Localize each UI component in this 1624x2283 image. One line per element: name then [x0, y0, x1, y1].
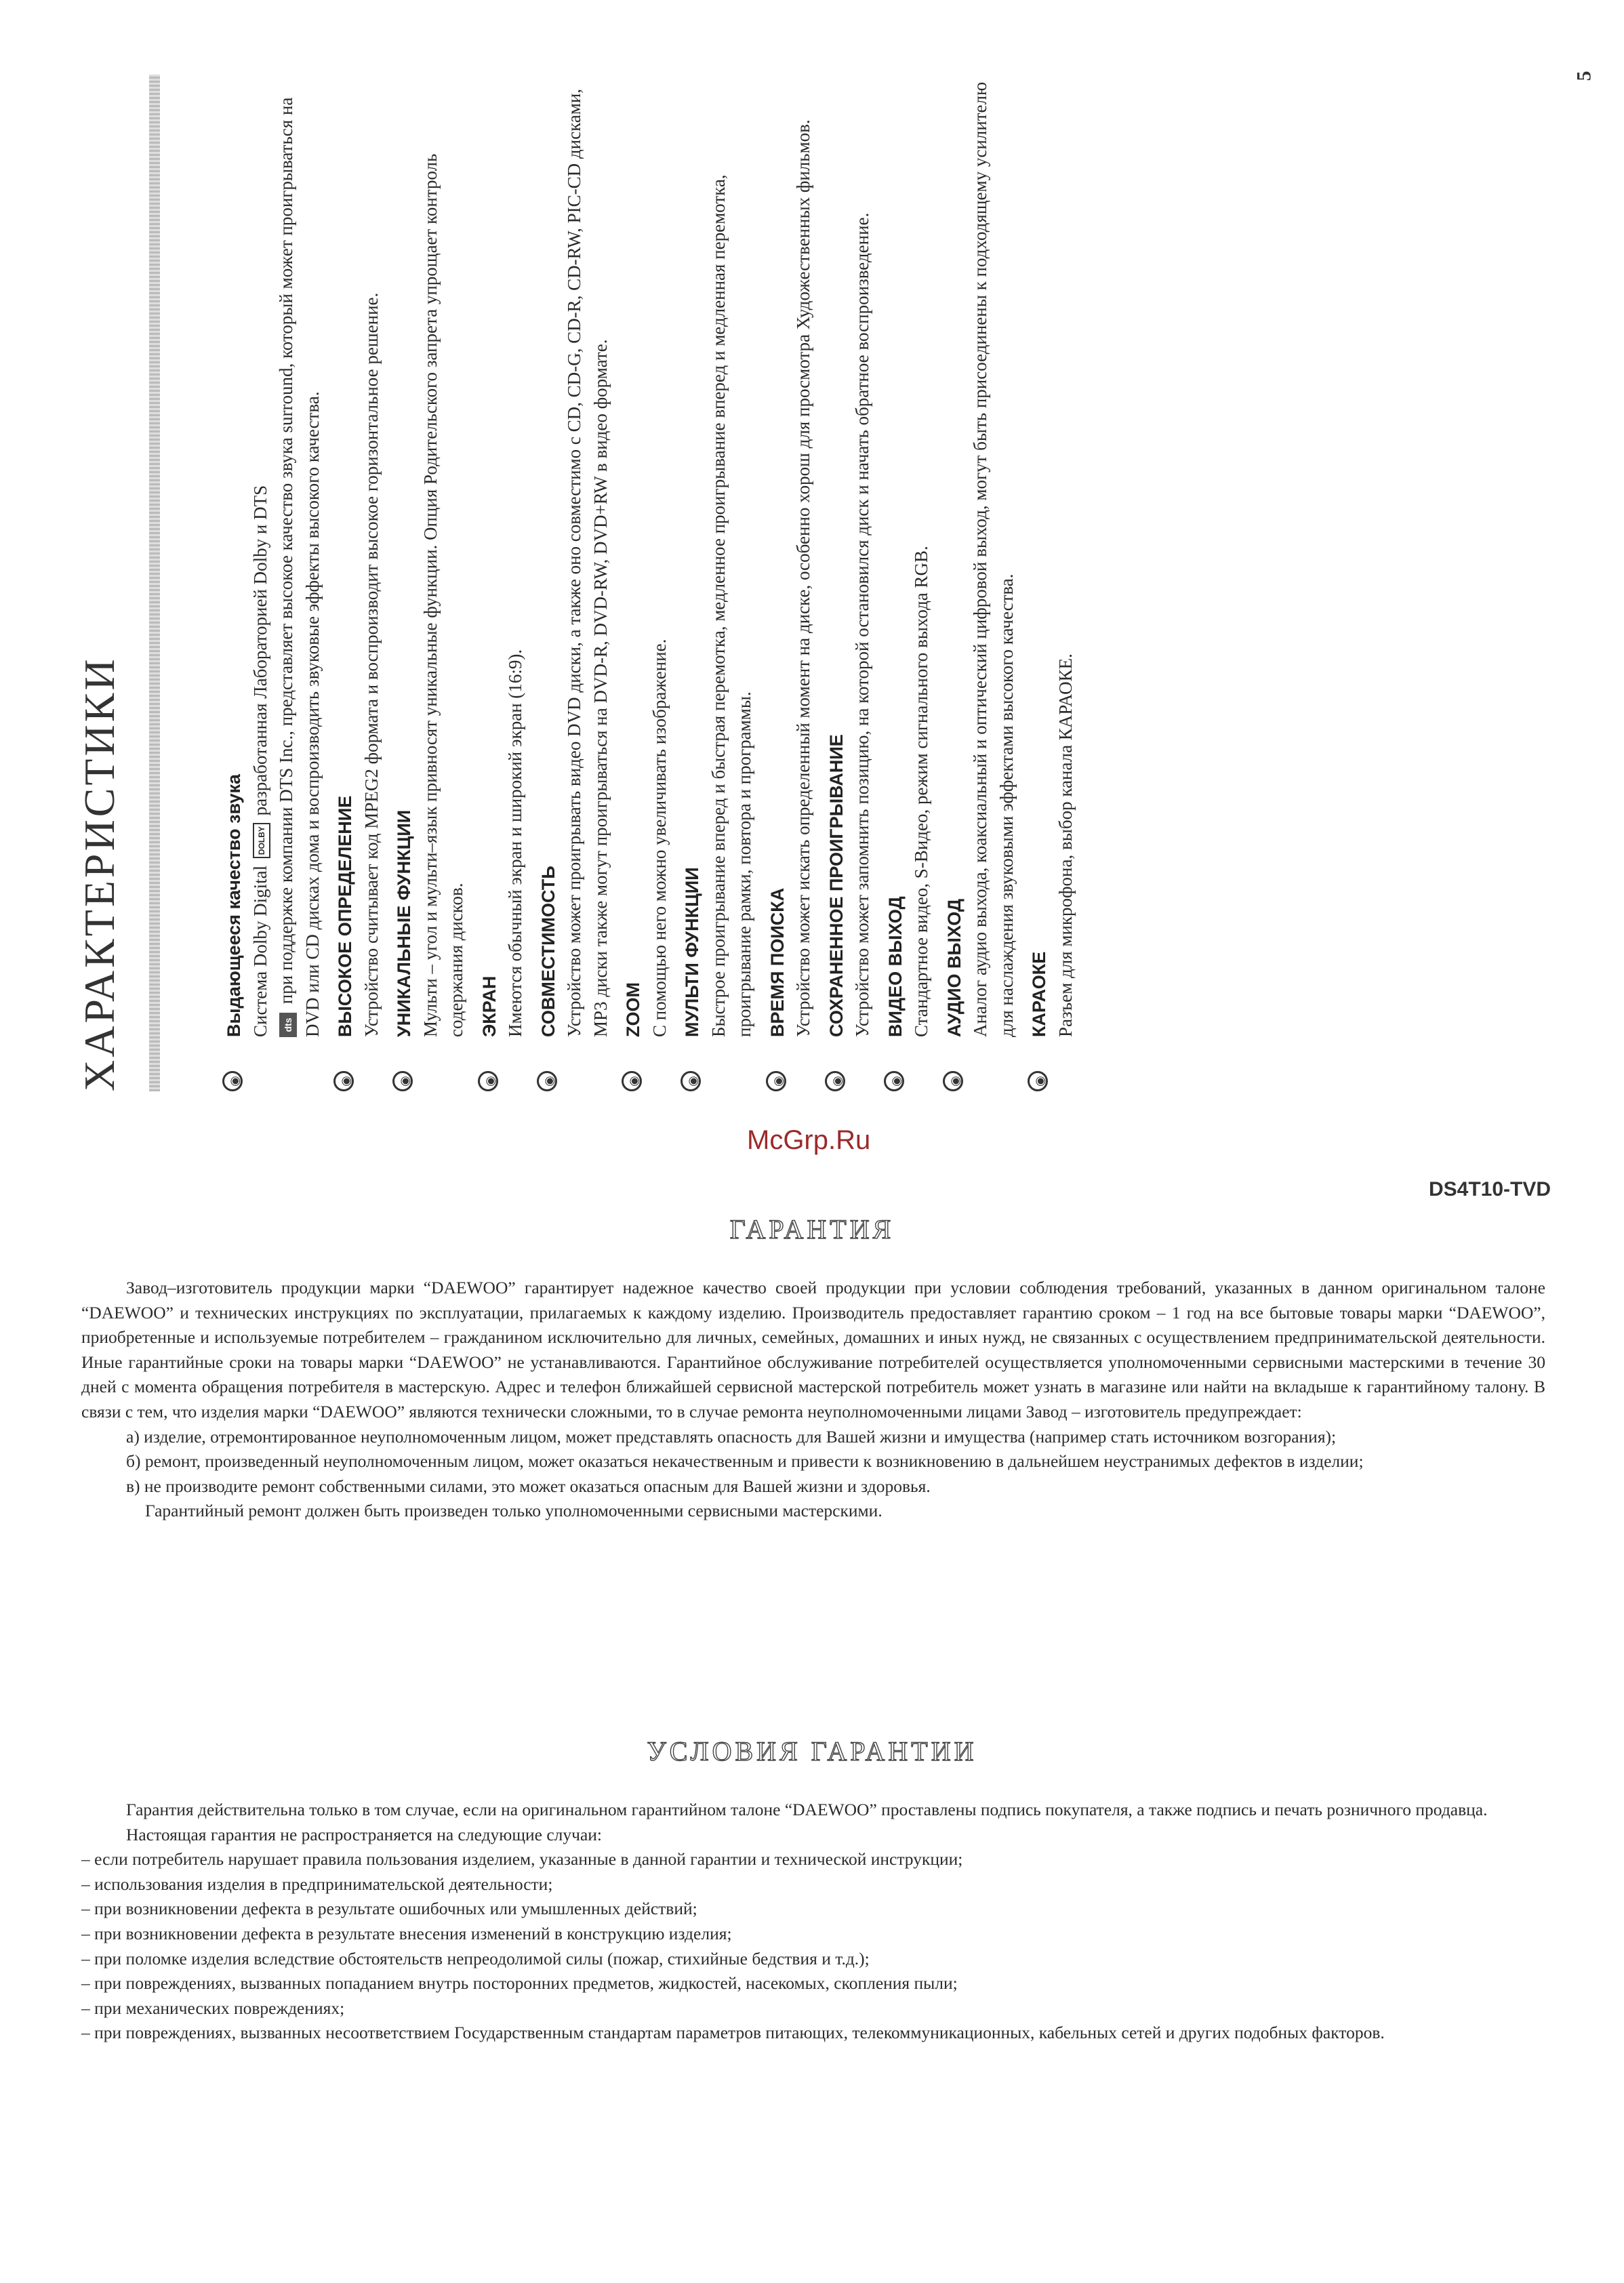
warranty-item-a: а) изделие, отремонтированное неуполномоченным лицом, может представлять опасность для Вашей жизни и имущества (например стать источником возгорания);	[126, 1426, 1337, 1447]
disc-icon: ◉	[478, 1071, 498, 1091]
dolby-digital-logo: DOLBY	[253, 823, 270, 858]
feature-text: Имеются обычный экран и широкий экран (16:9).	[505, 649, 525, 1037]
list-item: – при возникновении дефекта в результате внесения изменений в конструкцию изделия;	[81, 1923, 732, 1943]
disc-icon: ◉	[681, 1071, 701, 1091]
list-item: – использования изделия в предпринимательской деятельности;	[81, 1874, 553, 1894]
warranty-body	[81, 1276, 1545, 1524]
list-item: – при повреждениях, вызванных попаданием внутрь посторонних предметов, жидкостей, насекомых, скопления пыли;	[81, 1973, 958, 1994]
conditions-title: УСЛОВИЯ ГАРАНТИИ	[647, 1736, 977, 1766]
feature-text: Устройство может запомнить позицию, на которой остановился диск и начать обратное воспроизведение.	[852, 212, 872, 1037]
disc-icon: ◉	[766, 1071, 786, 1091]
feature-item-video-out	[882, 75, 935, 1091]
conditions-lead: Настоящая гарантия не распространяется на следующие случаи:	[126, 1824, 602, 1844]
feature-item-hd	[332, 75, 384, 1091]
list-item: – при повреждениях, вызванных несоответствием Государственным стандартам параметров питающих, телекоммуникационных, кабельных сетей и других подобных факторов.	[81, 2023, 1385, 2043]
feature-heading: АУДИО ВЫХОД	[943, 898, 965, 1037]
feature-item-unique	[391, 75, 470, 1091]
list-item: – при механических повреждениях;	[81, 1998, 345, 2018]
list-item: – при возникновении дефекта в результате ошибочных или умышленных действий;	[81, 1899, 697, 1919]
feature-heading: МУЛЬТИ ФУНКЦИИ	[682, 867, 702, 1037]
features-rotated-block	[75, 75, 1579, 1091]
feature-item-multi	[679, 75, 758, 1091]
disc-icon: ◉	[222, 1071, 243, 1091]
feature-item-sound	[221, 75, 325, 1091]
feature-text: Разъем для микрофона, выбор канала КАРАОКЕ.	[1055, 653, 1076, 1037]
disc-icon: ◉	[392, 1071, 413, 1091]
disc-icon: ◉	[825, 1071, 845, 1091]
feature-item-screen	[476, 75, 529, 1091]
feature-heading: Выдающееся качество звука	[224, 773, 244, 1037]
feature-item-karaoke	[1026, 75, 1078, 1091]
dts-logo: dts	[279, 1013, 297, 1037]
feature-text: Аналог аудио выхода, коаксиальный и оптический цифровой выход, могут быть присоединены к подходящему усилителю для наслаждения звуковыми эффектами высокого качества.	[970, 81, 1017, 1037]
feature-item-audio-out	[941, 75, 1020, 1091]
watermark-text: McGrp.Ru	[747, 1125, 871, 1155]
feature-text: Быстрое проигрывание вперед и быстрая перемотка, медленное проигрывание вперед и медленная перемотка, проигрывание рамки, повтора и программы.	[708, 174, 754, 1037]
conditions-body	[81, 1798, 1545, 2046]
feature-text: Стандартное видео, S-Видео, режим сигнального выхода RGB.	[911, 546, 931, 1037]
conditions-intro: Гарантия действительна только в том случае, если на оригинальном гарантийном талоне “DAEWOO” проставлены подпись покупателя, а также подпись и печать розничного продавца.	[126, 1800, 1488, 1819]
disc-icon: ◉	[943, 1071, 963, 1091]
feature-heading: СОВМЕСТИМОСТЬ	[537, 866, 559, 1037]
disc-icon: ◉	[884, 1071, 904, 1091]
feature-text: разработанная Лабораторией Dolby и DTS	[249, 485, 270, 816]
model-number: DS4T10-TVD	[1429, 1178, 1551, 1200]
list-item: – при поломке изделия вследствие обстоятельств непреодолимой силы (пожар, стихийные бедствия и т.д.);	[81, 1948, 870, 1968]
feature-heading: ВИДЕО ВЫХОД	[885, 896, 906, 1037]
feature-heading: ZOOM	[623, 982, 643, 1037]
warranty-item-b: б) ремонт, произведенный неуполномоченным лицом, может оказаться некачественным и привести к возникновению в дальнейшем неустранимых дефектов в изделии;	[126, 1451, 1364, 1472]
feature-heading: СОХРАНЕННОЕ ПРОИГРЫВАНИЕ	[826, 734, 847, 1037]
feature-item-zoom	[620, 75, 672, 1091]
feature-heading: ВЫСОКОЕ ОПРЕДЕЛЕНИЕ	[335, 795, 355, 1037]
feature-heading: КАРАОКЕ	[1029, 951, 1049, 1037]
feature-text: С помощью него можно увеличивать изображение.	[649, 639, 670, 1037]
disc-icon: ◉	[1028, 1071, 1048, 1091]
features-title-rule	[149, 75, 160, 1091]
features-title: ХАРАКТЕРИСТИКИ	[75, 656, 123, 1091]
feature-text: при поддержке компании DTS Inc., представляет высокое качество звука surround, который может проигрываться на DVD или CD дисках дома и воспроизводить звуковые эффекты высокого качества.	[276, 97, 323, 1037]
conditions-list	[81, 1847, 1545, 2046]
feature-item-search	[765, 75, 817, 1091]
feature-text: Устройство может искать определенный момент на диске, особенно хорош для просмотра Художественных фильмов.	[793, 119, 813, 1037]
feature-text: Система Dolby Digital	[249, 865, 270, 1037]
disc-icon: ◉	[537, 1071, 557, 1091]
page-number: 5	[1572, 70, 1596, 81]
feature-item-resume	[824, 75, 876, 1091]
warranty-item-c: в) не производите ремонт собственными силами, это может оказаться опасным для Вашей жизни и здоровья.	[126, 1476, 931, 1496]
warranty-paragraph: Завод–изготовитель продукции марки “DAEWOO” гарантирует надежное качество своей продукции при условии соблюдения требований, указанных в данном оригинальном талоне “DAEWOO” и технических инструкциях по эксплуатации, прилагаемых к каждому изделию. Производитель предоставляет гарантию сроком – 1 год на все бытовые товары марки “DAEWOO”, приобретенные и используемые потребителем – гражданином исключительно для личных, семейных, домашних и иных нужд, не связанных с осуществлением предпринимательской деятельности. Иные гарантийные сроки на товары марки “DAEWOO” не устанавливаются. Гарантийное обслуживание потребителей осуществляется уполномоченными сервисными мастерскими в течение 30 дней с момента обращения потребителя в мастерскую. Адрес и телефон ближайшей сервисной мастерской потребитель может узнать в магазине или найти на вкладыше к гарантийному талону. В связи с тем, что изделия марки “DAEWOO” являются технически сложными, то в случае ремонта неуполномоченными лицами Завод – изготовитель предупреждает:	[81, 1278, 1545, 1421]
list-item: – если потребитель нарушает правила пользования изделием, указанные в данной гарантии и технической инструкции;	[81, 1849, 963, 1870]
feature-text: Мульти – угол и мульти–язык привносят уникальные функции. Опция Родительского запрета упрощает контроль содержания дисков.	[420, 153, 466, 1037]
warranty-closing: Гарантийный ремонт должен быть произведен только уполномоченными сервисными мастерскими.	[145, 1501, 882, 1521]
warranty-title: ГАРАНТИЯ	[729, 1214, 895, 1245]
feature-text: Устройство считывает код MPEG2 формата и воспроизводит высокое горизонтальное решение.	[361, 292, 382, 1037]
feature-item-compat	[535, 75, 614, 1091]
features-list	[221, 75, 1085, 1091]
disc-icon: ◉	[333, 1071, 354, 1091]
features-section	[0, 0, 1624, 1112]
feature-heading: УНИКАЛЬНЫЕ ФУНКЦИИ	[394, 809, 414, 1037]
feature-heading: ВРЕМЯ ПОИСКА	[767, 887, 788, 1037]
feature-heading: ЭКРАН	[479, 975, 500, 1037]
feature-text: Устройство может проигрывать видео DVD диски, а также оно совместимо с CD, CD-G, CD-R, CD-RW, PIC-CD дисками, MP3 диски также могут проигрываться на DVD-R, DVD-RW, DVD+RW в видео формате.	[564, 88, 611, 1037]
disc-icon: ◉	[622, 1071, 642, 1091]
